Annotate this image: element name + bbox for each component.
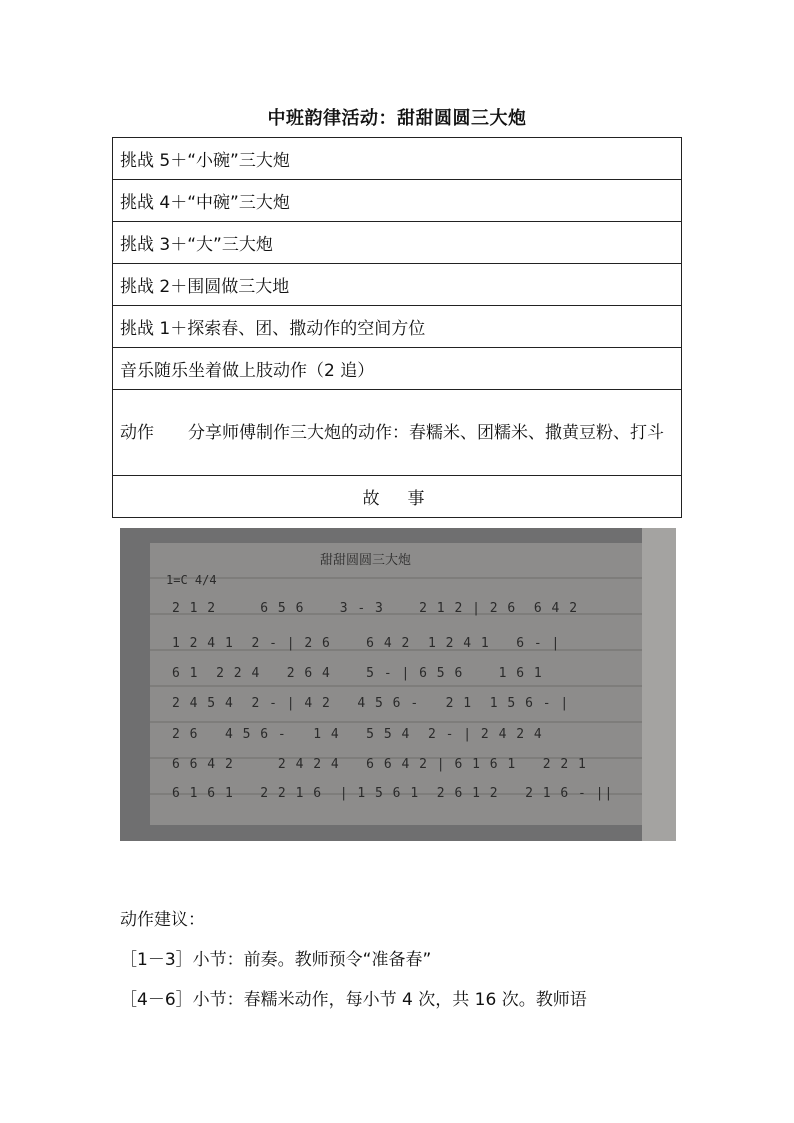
table-row xyxy=(113,138,682,180)
page-title: 中班韵律活动：甜甜圆圆三大炮 xyxy=(267,108,527,129)
notation-line: 2 6 4 5 6 - 1 4 5 5 4 2 - | 2 4 2 4 xyxy=(172,727,543,742)
step-cell-story: 故事 xyxy=(113,476,682,518)
notation-line: 6 6 4 2 2 4 2 4 6 6 4 2 | 6 1 6 1 2 2 1 xyxy=(172,757,587,772)
notation-line: 6 1 2 2 4 2 6 4 5 - | 6 5 6 1 6 1 xyxy=(172,666,543,681)
step-cell: 动作 分享师傅制作三大炮的动作：春糯米、团糯米、撒黄豆粉、打斗 xyxy=(113,390,682,476)
action-suggestions xyxy=(120,900,680,1020)
table-row xyxy=(113,390,682,476)
table-row xyxy=(113,180,682,222)
notation-line: 2 4 5 4 2 - | 4 2 4 5 6 - 2 1 1 5 6 - | xyxy=(172,696,570,711)
book-edge xyxy=(642,528,676,841)
step-cell: 挑战 1＋探索春、团、撒动作的空间方位 xyxy=(113,306,682,348)
table-row xyxy=(113,348,682,390)
score-sheet xyxy=(150,543,642,825)
table-row xyxy=(113,222,682,264)
score-photo xyxy=(120,528,676,841)
step-cell: 挑战 3＋“大”三大炮 xyxy=(113,222,682,264)
notes-heading: 动作建议： xyxy=(120,910,205,930)
notes-line: ［1－3］小节：前奏。教师预令“准备春” xyxy=(120,950,432,970)
notation-line: 6 1 6 1 2 2 1 6 | 1 5 6 1 2 6 1 2 2 1 6 - || xyxy=(172,786,614,801)
notes-line: ［4－6］小节：春糯米动作，每小节 4 次，共 16 次。教师语 xyxy=(120,990,587,1010)
notation-line: 1 2 4 1 2 - | 2 6 6 4 2 1 2 4 1 6 - | xyxy=(172,636,561,651)
score-key: 1=C 4/4 xyxy=(166,573,217,587)
table-row xyxy=(113,264,682,306)
step-cell: 挑战 2＋围圆做三大地 xyxy=(113,264,682,306)
table-row xyxy=(113,476,682,518)
notation-line: 2 1 2 6 5 6 3 - 3 2 1 2 | 2 6 6 4 2 xyxy=(172,601,579,616)
step-cell: 音乐随乐坐着做上肢动作（2 追） xyxy=(113,348,682,390)
step-cell: 挑战 5＋“小碗”三大炮 xyxy=(113,138,682,180)
table-row xyxy=(113,306,682,348)
activity-steps-table xyxy=(112,137,682,518)
score-title: 甜甜圆圆三大炮 xyxy=(320,553,412,568)
step-cell: 挑战 4＋“中碗”三大炮 xyxy=(113,180,682,222)
